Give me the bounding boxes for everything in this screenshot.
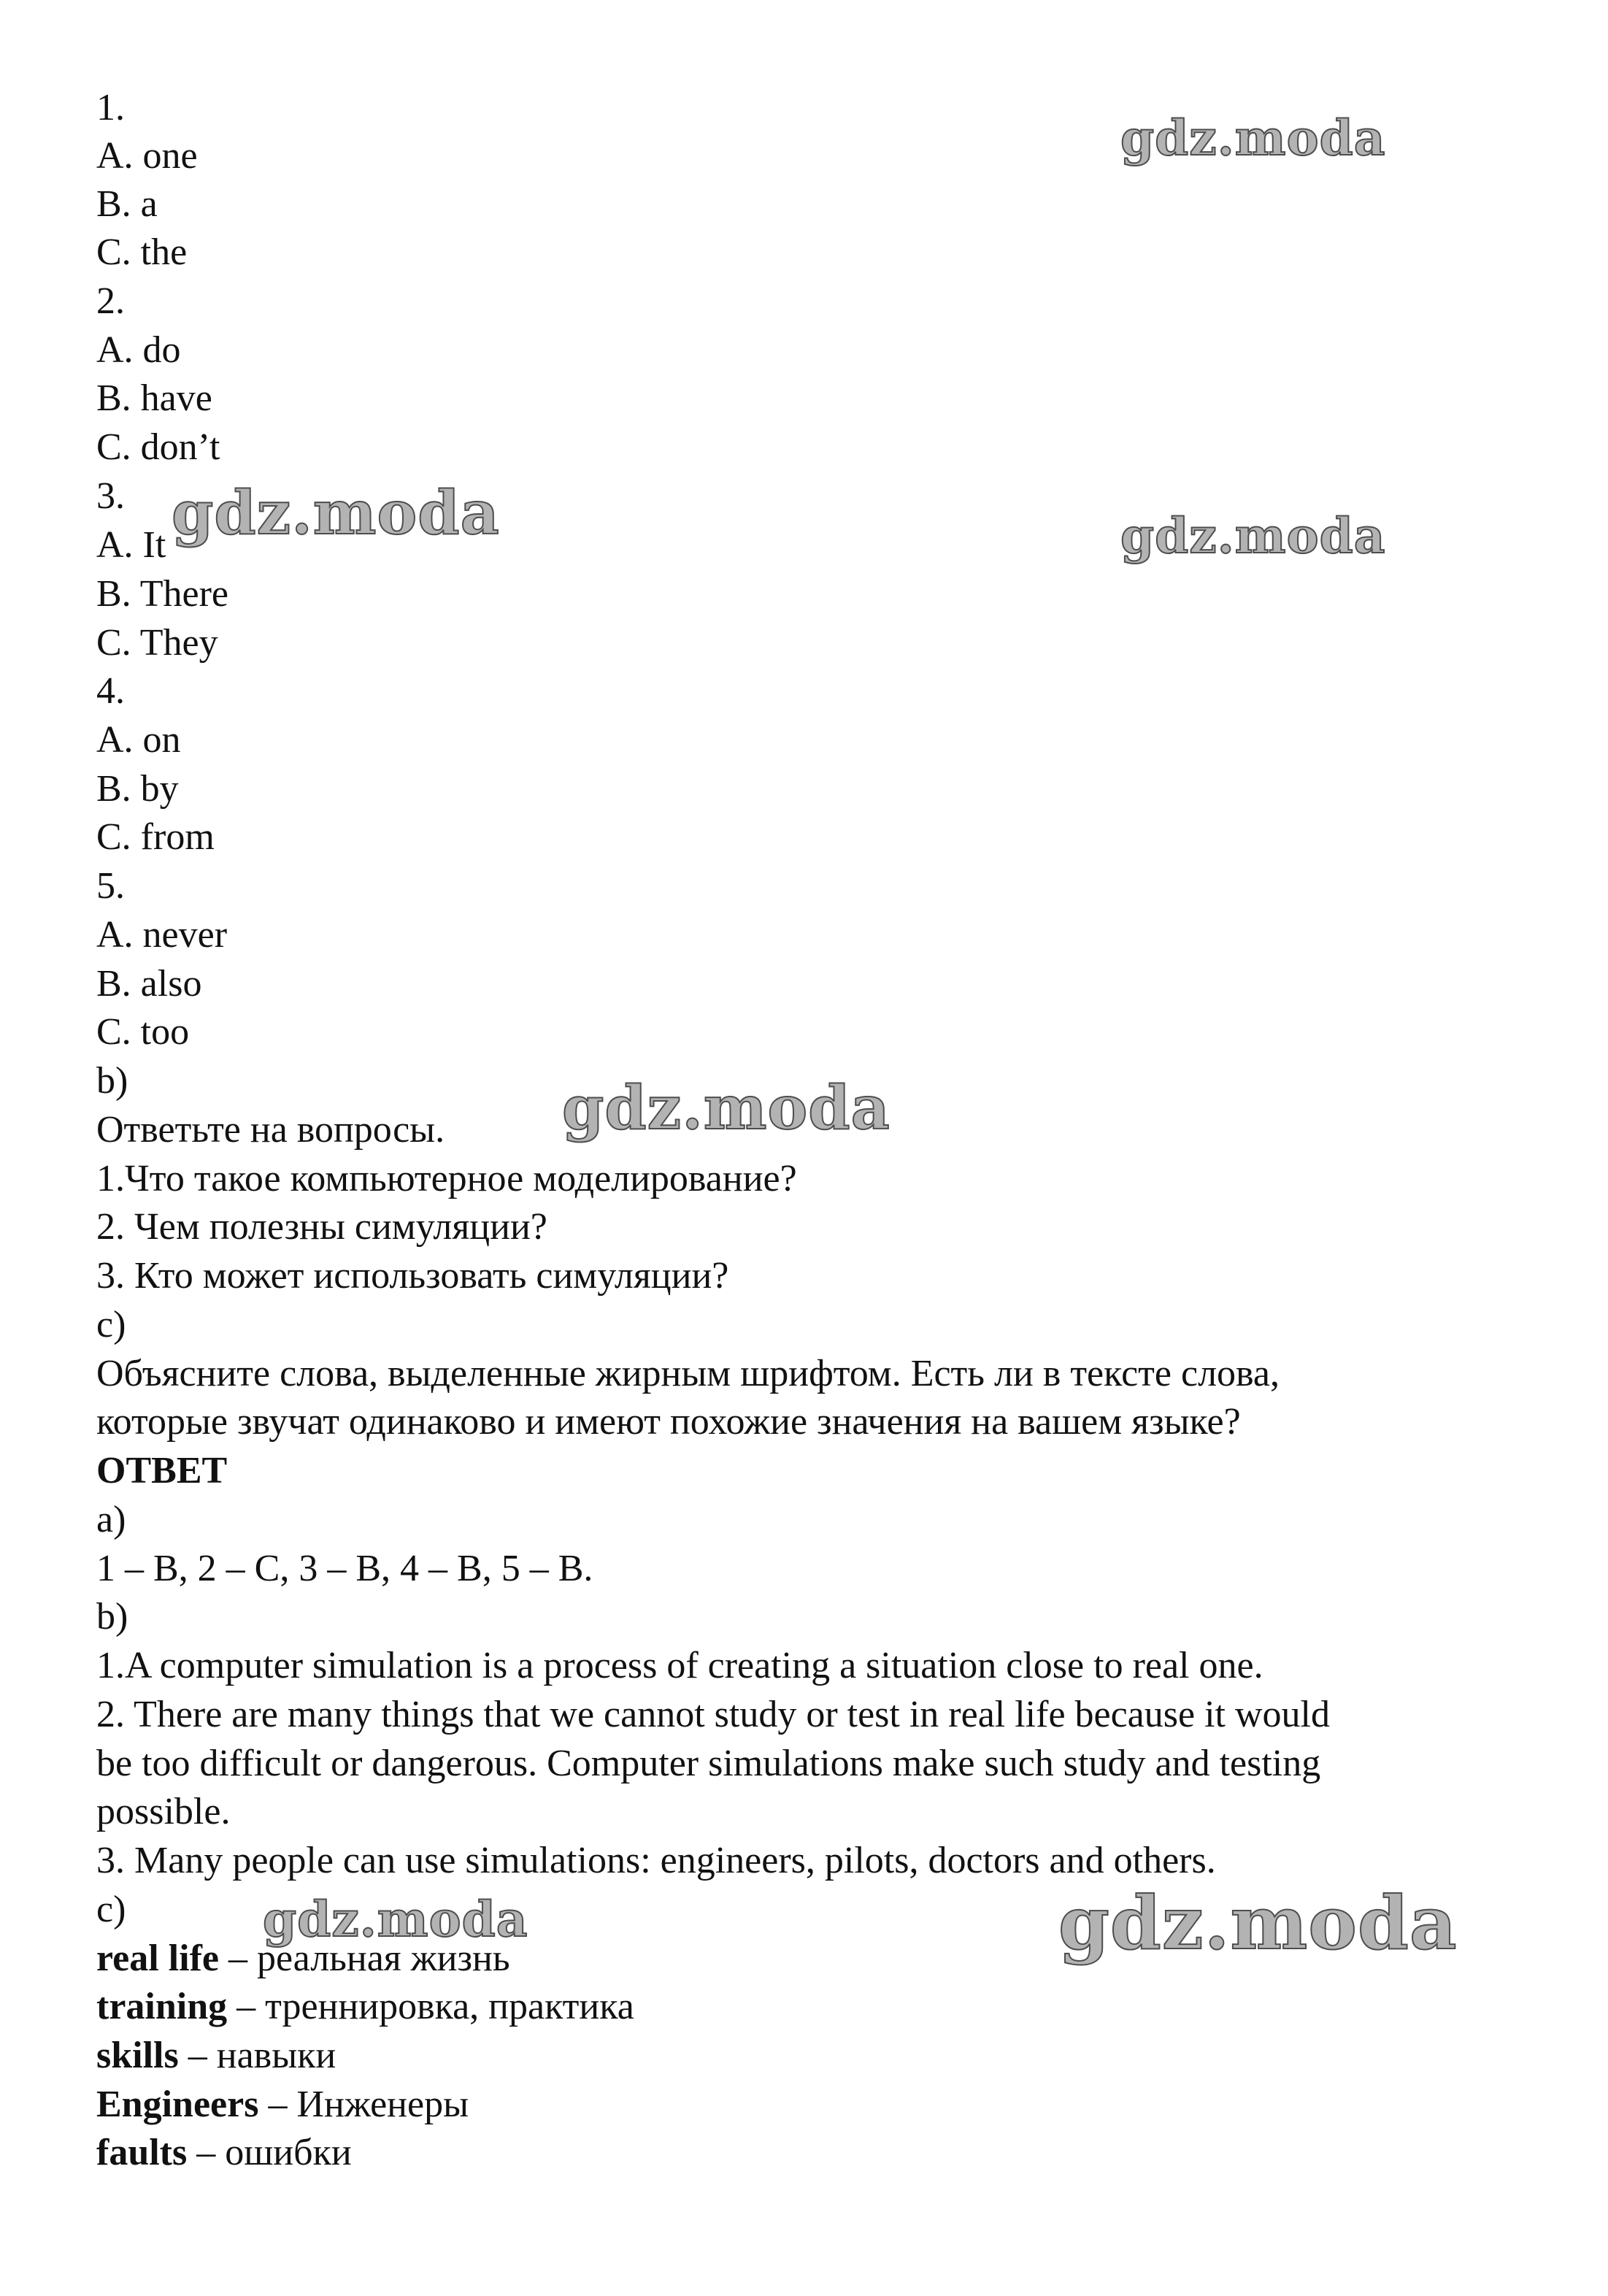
vocab-item xyxy=(96,2129,352,2177)
vocab-term: Engineers xyxy=(96,2084,259,2125)
answer-option: A. do xyxy=(96,329,181,371)
question-number: 4. xyxy=(96,670,125,712)
question-number: 5. xyxy=(96,865,125,907)
vocab-definition: – реальная жизнь xyxy=(218,1938,510,1979)
question-number: 1. xyxy=(96,87,125,128)
vocab-definition: – ошибки xyxy=(187,2132,352,2173)
watermark: gdz.moda xyxy=(1058,1880,1458,1966)
answer-option: A. on xyxy=(96,719,181,761)
answer-a-text: 1 – B, 2 – C, 3 – B, 4 – B, 5 – B. xyxy=(96,1548,593,1589)
vocab-item xyxy=(96,2032,336,2080)
answer-option: B. a xyxy=(96,183,158,225)
vocab-item xyxy=(96,2081,469,2129)
vocab-item xyxy=(96,1935,510,1983)
task-text: Объясните слова, выделенные жирным шрифтом. Есть ли в тексте слова, xyxy=(96,1353,1280,1394)
vocab-term: faults xyxy=(96,2132,188,2173)
question-number: 3. xyxy=(96,475,125,517)
section-label: a) xyxy=(96,1499,126,1540)
answer-option: A. It xyxy=(96,524,166,566)
vocab-definition: – навыки xyxy=(178,2035,336,2076)
answer-b-line: 3. Many people can use simulations: engineers, pilots, doctors and others. xyxy=(96,1840,1216,1881)
section-label: b) xyxy=(96,1596,128,1637)
answer-option: B. also xyxy=(96,963,202,1005)
answer-option: B. There xyxy=(96,573,228,615)
watermark: gdz.moda xyxy=(263,1891,528,1948)
answer-title: ОТВЕТ xyxy=(96,1450,228,1491)
watermark: gdz.moda xyxy=(1120,110,1386,166)
answer-option: C. from xyxy=(96,816,215,858)
task-question: 1.Что такое компьютерное моделирование? xyxy=(96,1158,797,1199)
vocab-term: training xyxy=(96,1986,228,2027)
vocab-term: skills xyxy=(96,2035,179,2076)
answer-option: C. too xyxy=(96,1011,190,1053)
task-heading: Ответьте на вопросы. xyxy=(96,1109,445,1151)
vocab-definition: – Инженеры xyxy=(258,2084,469,2125)
watermark: gdz.moda xyxy=(1120,507,1386,564)
answer-option: C. the xyxy=(96,231,188,273)
section-label: c) xyxy=(96,1889,126,1930)
answer-option: A. never xyxy=(96,914,228,956)
answer-b-line: 1.A computer simulation is a process of creating a situation close to real one. xyxy=(96,1645,1263,1686)
vocab-item xyxy=(96,1983,634,2031)
answer-option: C. don’t xyxy=(96,426,220,468)
answer-option: A. one xyxy=(96,135,198,177)
answer-option: B. have xyxy=(96,377,212,419)
watermark: gdz.moda xyxy=(172,478,500,548)
answer-b-line: be too difficult or dangerous. Computer simulations make such study and testing xyxy=(96,1743,1321,1784)
vocab-definition: – треннировка, практика xyxy=(227,1986,634,2027)
question-number: 2. xyxy=(96,280,125,322)
watermark: gdz.moda xyxy=(562,1073,890,1143)
task-question: 2. Чем полезны симуляции? xyxy=(96,1206,547,1248)
vocab-term: real life xyxy=(96,1938,219,1979)
answer-b-line: 2. There are many things that we cannot study or test in real life because it would xyxy=(96,1694,1330,1735)
task-question: 3. Кто может использовать симуляции? xyxy=(96,1255,729,1297)
answer-option: B. by xyxy=(96,768,179,810)
section-label: c) xyxy=(96,1304,126,1345)
answer-option: C. They xyxy=(96,622,218,664)
task-text: которые звучат одинаково и имеют похожие значения на вашем языке? xyxy=(96,1401,1241,1443)
section-label: b) xyxy=(96,1060,128,1102)
answer-b-line: possible. xyxy=(96,1791,231,1832)
